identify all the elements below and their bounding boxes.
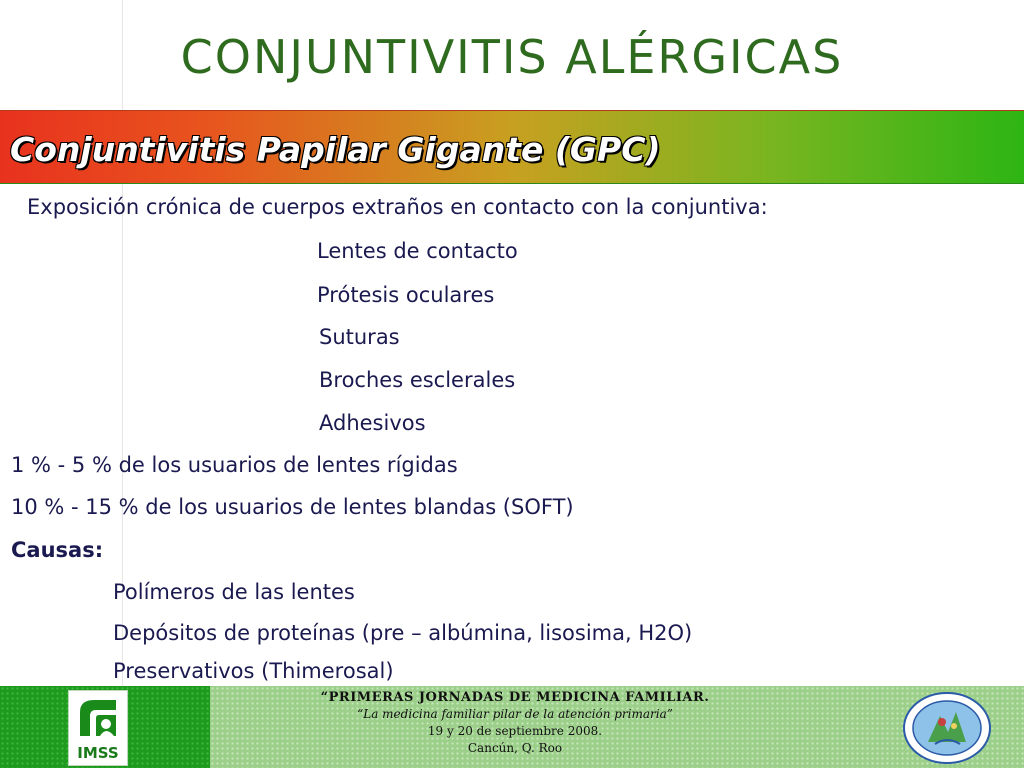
footer-event-subtitle: “La medicina familiar pilar de la atención primaria” <box>357 707 673 721</box>
imss-logo <box>68 690 128 766</box>
footer-event-info <box>250 689 780 757</box>
exposure-item: Adhesivos <box>319 411 426 435</box>
slide-title: CONJUNTIVITIS ALÉRGICAS <box>180 30 844 84</box>
imss-logo-text: IMSS <box>77 744 119 762</box>
stat-line: 1 % - 5 % de los usuarios de lentes rígidas <box>11 453 458 477</box>
footer-event-location: Cancún, Q. Roo <box>467 741 563 755</box>
cause-item: Depósitos de proteínas (pre – albúmina, lisosima, H2O) <box>113 621 693 645</box>
association-seal-icon <box>902 692 992 764</box>
banner-title: Conjuntivitis Papilar Gigante (GPC) <box>10 130 661 169</box>
section-banner <box>0 110 1024 184</box>
footer-event-date: 19 y 20 de septiembre 2008. <box>427 724 603 738</box>
causes-heading: Causas: <box>11 538 104 562</box>
footer-left-panel <box>0 686 210 768</box>
intro-text: Exposición crónica de cuerpos extraños en contacto con la conjuntiva: <box>27 195 768 219</box>
cause-item: Polímeros de las lentes <box>113 580 355 604</box>
exposure-item: Prótesis oculares <box>317 283 495 307</box>
exposure-item: Lentes de contacto <box>317 239 518 263</box>
footer-event-title: “PRIMERAS JORNADAS DE MEDICINA FAMILIAR. <box>320 690 710 705</box>
exposure-item: Suturas <box>319 325 400 349</box>
imss-emblem-icon <box>76 696 120 740</box>
footer <box>0 686 1024 768</box>
cause-item: Preservativos (Thimerosal) <box>113 659 394 683</box>
exposure-item: Broches esclerales <box>319 368 516 392</box>
stat-line: 10 % - 15 % de los usuarios de lentes blandas (SOFT) <box>11 495 574 519</box>
